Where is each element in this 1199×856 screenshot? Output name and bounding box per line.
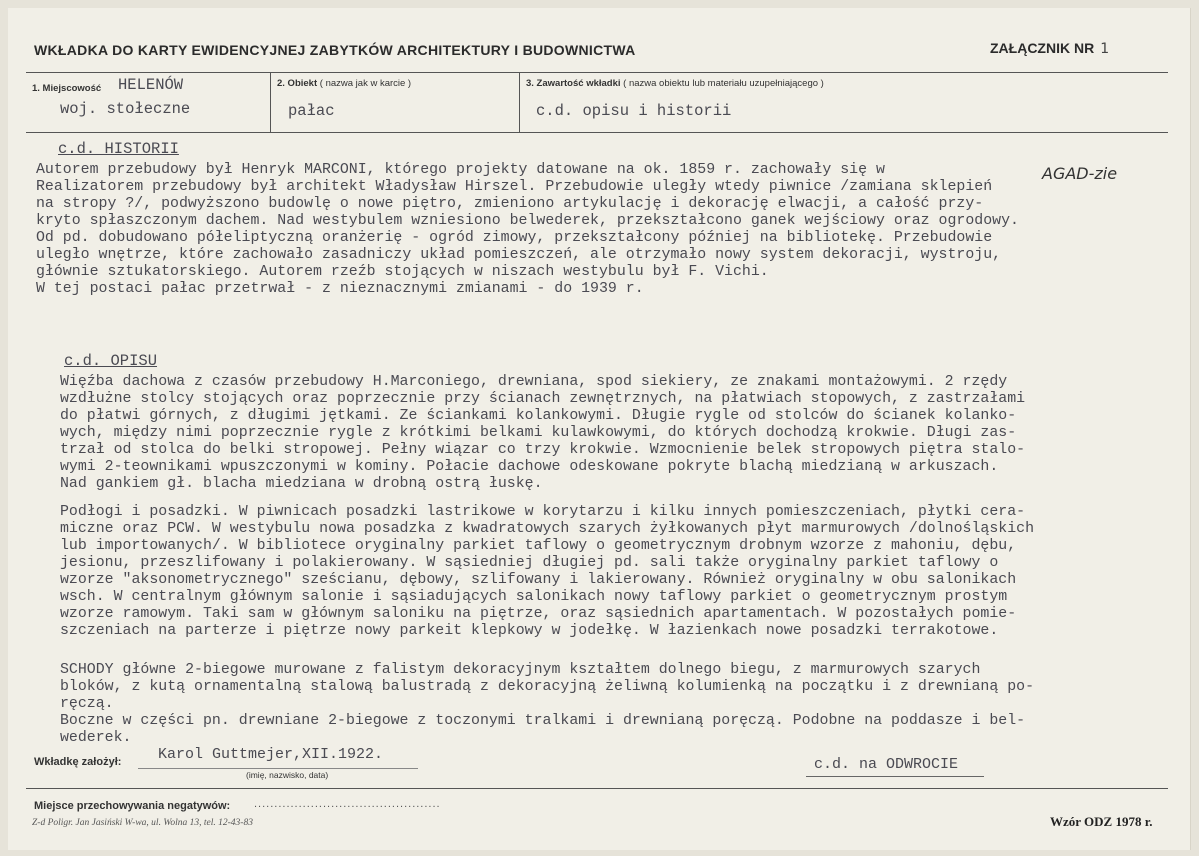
contents-value: c.d. opisu i historii xyxy=(536,102,732,120)
description-floors-line: wzorze "aksonometrycznego" sześcianu, dębowy, szlifowany i lakierowany. Również oryginalny w obu salonikach xyxy=(60,572,1017,588)
top-rule xyxy=(26,72,1168,73)
footer-rule xyxy=(26,788,1168,789)
description-floors-line: jesionu, przeszlifowany i polakierowany. W sąsiedniej długiej pd. sali także oryginalny parkiet taflowy o xyxy=(60,555,999,571)
negatives-label: Miejsce przechowywania negatywów: xyxy=(34,800,231,812)
field-divider-2 xyxy=(519,72,520,132)
author-sub: (imię, nazwisko, data) xyxy=(246,770,329,780)
description-floors-line: szczeniach na parterze i piętrze nowy parkeit klepkowy w jodełkę. W łazienkach nowe posadzki terrakotowe. xyxy=(60,623,999,639)
annex-label-text: ZAŁĄCZNIK NR xyxy=(990,40,1095,56)
annex-number: 1 xyxy=(1100,41,1110,57)
object-label xyxy=(277,78,411,89)
locality-label: 1. Miejscowość xyxy=(32,83,102,94)
description-roof-line: Więźba dachowa z czasów przebudowy H.Marconiego, drewniana, spod siekiery, ze znakami montażowymi. 2 rzędy xyxy=(60,374,1008,390)
description-roof-line: wzdłużne stolcy stojących oraz poprzecznie przy ścianach zewnętrznych, na płatwiach stopowych, z zastrzałami xyxy=(60,391,1026,407)
description-roof-line: do płatwi górnych, z długimi jętkami. Ze ściankami kolankowymi. Długie rygle od stolców do ścianek kolanko- xyxy=(60,408,1017,424)
history-heading: c.d. HISTORII xyxy=(58,140,179,158)
field-divider-1 xyxy=(270,72,271,132)
form-code: Wzór ODZ 1978 r. xyxy=(1050,814,1153,829)
history-text xyxy=(36,162,1019,298)
floors-text xyxy=(60,504,1034,640)
contents-label xyxy=(526,78,824,89)
description-roof-line: trzał od stolca do belki stropowej. Pełny wiązar co trzy krokwie. Wzmocnienie belek stropowych piętra stalo- xyxy=(60,442,1026,458)
history-lines-line: W tej postaci pałac przetrwał - z nieznacznymi zmianami - do 1939 r. xyxy=(36,281,644,297)
description-floors-line: wsch. W centralnym głównym salonie i sąsiadujących salonikach nowy taflowy parkiet o geometrycznym prostym xyxy=(60,589,1008,605)
description-heading: c.d. OPISU xyxy=(64,352,158,370)
description-stairs-line: SCHODY główne 2-biegowe murowane z falistym dekoracyjnym kształtem dolnego biegu, z marmurowych szarych xyxy=(60,662,981,678)
author-label: Wkładkę założył: xyxy=(34,756,122,768)
history-lines-line: kryto spłaszczonym dachem. Nad westybulem wzniesiono belwederek, przekształcono ganek wejściowy oraz ogrodowy. xyxy=(36,213,1019,229)
description-roof-line: wymi 2-teownikami wpuszczonymi w kominy. Połacie dachowe odeskowane pokryte blachą miedzianą w arkuszach. xyxy=(60,459,999,475)
history-lines-line: na stropy ?/, podwyższono budowlę o nowe piętro, zmieniono artykulację i dekorację elwacji, a całość przy- xyxy=(36,196,984,212)
description-floors-line: lub importowanych/. W bibliotece oryginalny parkiet taflowy o geometrycznym drobnym wzorze z mahoniu, dębu, xyxy=(60,538,1017,554)
printer-note: Z-d Poligr. Jan Jasiński W-wa, ul. Wolna 13, tel. 12-43-83 xyxy=(32,818,253,828)
description-roof-line: wych, między nimi poprzecznie rygle z krótkimi belkami kulawkowymi, do których dochodzą krokwie. Długi zas- xyxy=(60,425,1017,441)
description-floors-line: wzorze ramowym. Taki sam w głównym saloniku na piętrze, oraz sąsiednich apartamentach. W pozostałych pomie- xyxy=(60,606,1017,622)
description-stairs-line: wederek. xyxy=(60,730,132,746)
description-floors-line: miczne oraz PCW. W westybulu nowa posadzka z kwadratowych szarych żyłkowanych płyt marmurowych /dolnośląskich xyxy=(60,521,1035,537)
description-stairs-line: ręczą. xyxy=(60,696,114,712)
roof-text xyxy=(60,374,1025,493)
annex-label xyxy=(990,40,1109,57)
object-label-text: 2. Obiekt xyxy=(277,78,318,89)
continued-rule xyxy=(806,776,984,777)
stairs-text xyxy=(60,662,1034,747)
history-lines-line: Realizatorem przebudowy był architekt Władysław Hirszel. Przebudowie uległy wtedy piwnice /zamiana sklepień xyxy=(36,179,993,195)
form-title: WKŁADKA DO KARTY EWIDENCYJNEJ ZABYTKÓW ARCHITEKTURY I BUDOWNICTWA xyxy=(34,42,636,58)
form-sheet xyxy=(8,8,1191,850)
description-roof-line: Nad gankiem gł. blacha miedziana w drobną ostrą łuskę. xyxy=(60,476,543,492)
locality-value: HELENÓW xyxy=(118,76,184,94)
continued-note: c.d. na ODWROCIE xyxy=(814,756,959,773)
voivodeship-value: woj. stołeczne xyxy=(60,100,191,118)
contents-label-text: 3. Zawartość wkładki xyxy=(526,78,621,89)
negatives-dots: .............................................. xyxy=(254,798,441,810)
field-bottom-rule xyxy=(26,132,1168,133)
history-lines-line: Autorem przebudowy był Henryk MARCONI, którego projekty datowane na ok. 1859 r. zachowały się w xyxy=(36,162,885,178)
object-label-sub: ( nazwa jak w karcie ) xyxy=(319,78,412,89)
handwritten-note: AGAD-zie xyxy=(1042,164,1118,183)
description-stairs-line: Boczne w części pn. drewniane 2-biegowe z toczonymi tralkami i drewnianą poręczą. Podobne na poddasze i bel- xyxy=(60,713,1026,729)
history-lines-line: Od pd. dobudowano półeliptyczną oranżerię - ogród zimowy, przekształcony później na bibliotekę. Przebudowie xyxy=(36,230,993,246)
contents-label-sub: ( nazwa obiektu lub materiału uzupełniającego ) xyxy=(623,78,824,89)
description-stairs-line: bloków, z kutą ornamentalną stalową balustradą z dekoracyjną żeliwną kolumienką na początku i z drewnianą po- xyxy=(60,679,1035,695)
object-value: pałac xyxy=(288,102,335,120)
author-value: Karol Guttmejer,XII.1922. xyxy=(158,746,384,763)
history-lines-line: uległo wnętrze, które zachowało zasadniczy układ pomieszczeń, ale otrzymało nowy system dekoracji, wystroju, xyxy=(36,247,1002,263)
history-lines-line: głównie sztukatorskiego. Autorem rzeźb stojących w niszach westybulu był F. Vichi. xyxy=(36,264,769,280)
author-rule xyxy=(138,768,418,769)
description-floors-line: Podłogi i posadzki. W piwnicach posadzki lastrikowe w korytarzu i kilku innych pomieszczeniach, płytki cera- xyxy=(60,504,1026,520)
